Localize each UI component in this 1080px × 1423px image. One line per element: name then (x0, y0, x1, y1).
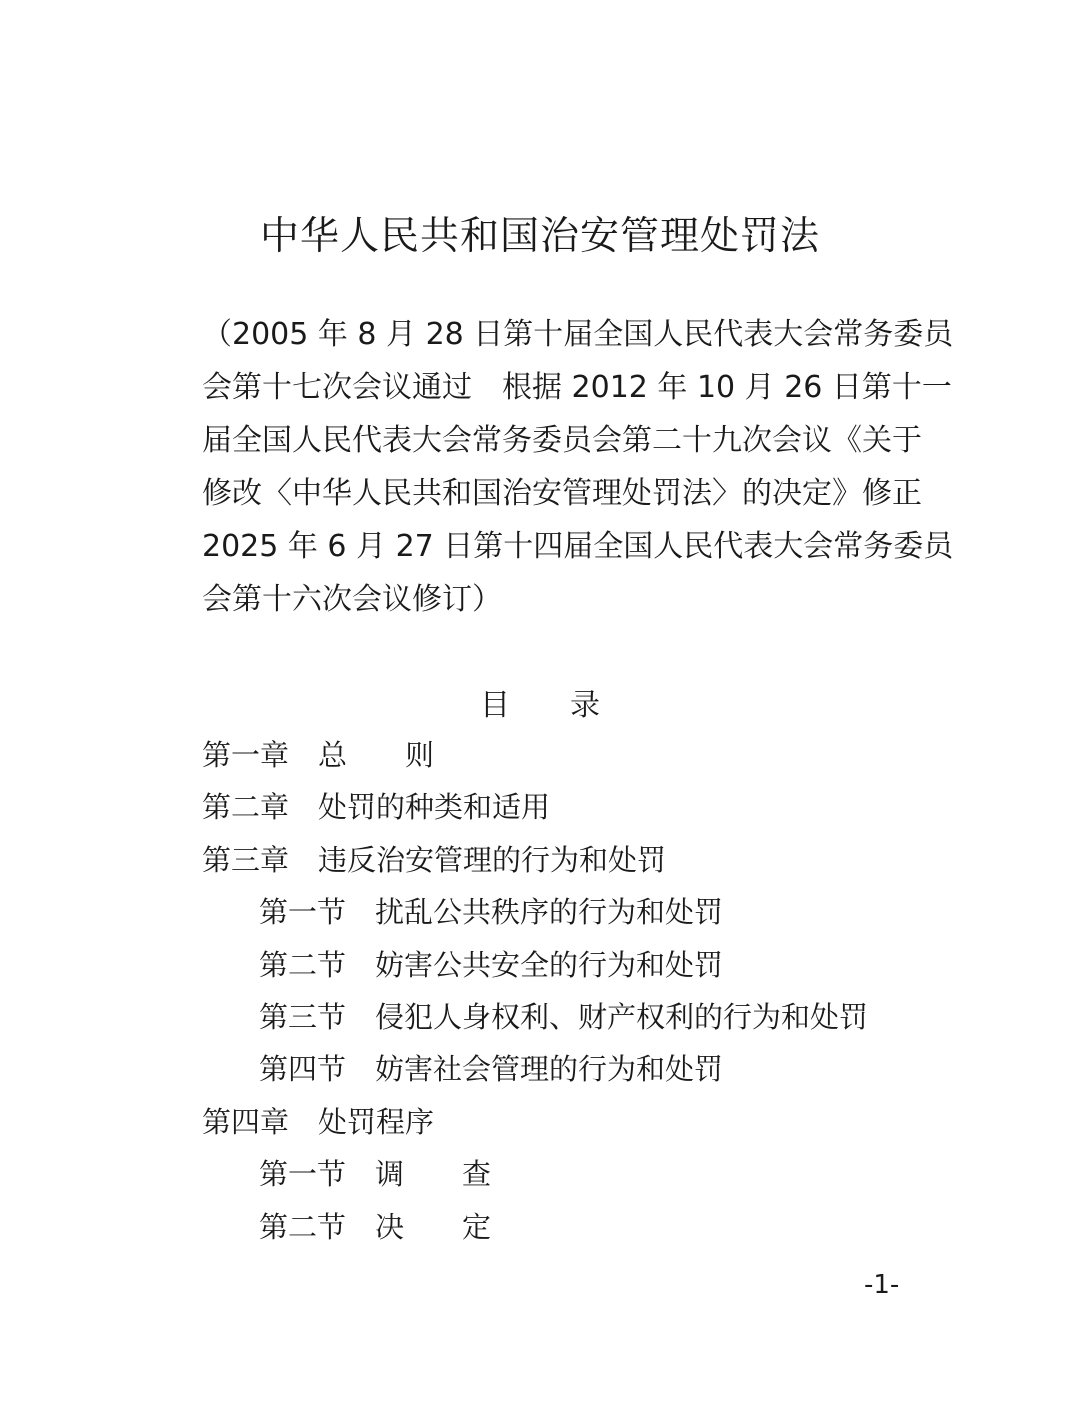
toc-entry-label: 第四节 (259, 1052, 347, 1087)
toc-section-entry (202, 1201, 922, 1253)
toc-section-entry (202, 939, 922, 991)
toc-entry-title: 扰乱公共秩序的行为和处罚 (375, 895, 724, 930)
toc-entry-title: 违反治安管理的行为和处罚 (318, 842, 667, 877)
table-of-contents (202, 729, 922, 1253)
preamble-line: 修改〈中华人民共和国治安管理处罚法〉的决定》修正 (202, 476, 922, 511)
toc-entry (202, 781, 922, 833)
toc-entry-title: 决 定 (375, 1209, 492, 1244)
toc-entry-title: 调 查 (375, 1157, 492, 1192)
toc-entry-title: 妨害社会管理的行为和处罚 (375, 1052, 724, 1087)
toc-section-entry (202, 1043, 922, 1095)
toc-entry-label: 第三节 (259, 999, 347, 1034)
toc-entry-title: 总 则 (318, 738, 435, 772)
page-number: -1- (864, 1270, 900, 1300)
toc-section-entry (202, 1148, 922, 1200)
preamble (202, 308, 954, 626)
toc-entry-title: 处罚程序 (318, 1104, 435, 1139)
preamble-line: 会第十六次会议修订） (202, 582, 502, 617)
toc-entry-title: 侵犯人身权利、财产权利的行为和处罚 (375, 999, 869, 1034)
toc-entry-label: 第四章 (202, 1104, 290, 1139)
document-title: 中华人民共和国治安管理处罚法 (259, 214, 820, 259)
toc-entry-title: 妨害公共安全的行为和处罚 (375, 947, 724, 982)
toc-section-entry (202, 886, 922, 938)
toc-entry-title: 处罚的种类和适用 (318, 790, 551, 825)
toc-entry-label: 第二章 (202, 790, 290, 825)
toc-entry-label: 第二节 (259, 1209, 347, 1244)
toc-entry-label: 第一章 (202, 738, 290, 772)
toc-entry (202, 834, 922, 886)
toc-entry (202, 729, 922, 781)
preamble-line: 届全国人民代表大会常务委员会第二十九次会议《关于 (202, 423, 922, 458)
toc-heading: 目 录 (480, 688, 600, 723)
preamble-line: 会第十七次会议通过 根据 2012 年 10 月 26 日第十一 (202, 370, 952, 405)
preamble-line: 2025 年 6 月 27 日第十四届全国人民代表大会常务委员 (202, 529, 954, 564)
toc-entry-label: 第一节 (259, 895, 347, 930)
toc-entry-label: 第三章 (202, 842, 290, 877)
toc-section-entry (202, 991, 922, 1043)
toc-entry-label: 第二节 (259, 947, 347, 982)
toc-entry-label: 第一节 (259, 1157, 347, 1192)
preamble-line: （2005 年 8 月 28 日第十届全国人民代表大会常务委员 (202, 317, 954, 352)
toc-entry (202, 1096, 922, 1148)
